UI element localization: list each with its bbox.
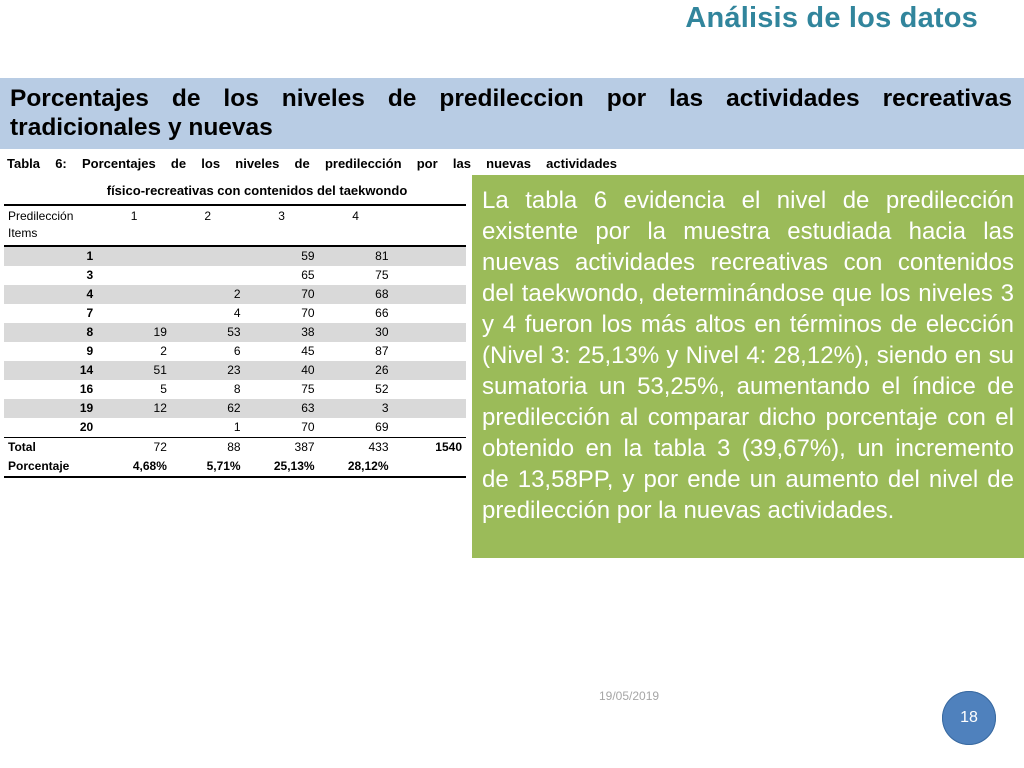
total-level-1: 72 — [97, 438, 171, 458]
row-level-2: 53 — [171, 323, 245, 342]
table-row — [4, 399, 466, 418]
row-level-4: 68 — [319, 285, 393, 304]
row-level-4: 3 — [319, 399, 393, 418]
row-level-3: 45 — [301, 344, 315, 358]
percent-label: Porcentaje — [4, 457, 97, 477]
row-item: 16 — [79, 382, 94, 396]
table-caption-line2: físico-recreativas con contenidos del taekwondo — [106, 183, 408, 198]
row-level-2: 1 — [233, 420, 241, 434]
row-level-2 — [171, 246, 245, 266]
row-level-3: 38 — [245, 323, 319, 342]
row-level-3: 63 — [245, 399, 319, 418]
page-number-badge — [942, 691, 996, 745]
header-predileccion-items: Predilección Items — [4, 205, 97, 246]
row-level-2: 2 — [171, 285, 245, 304]
row-level-1 — [97, 418, 171, 438]
row-item: 4 — [4, 285, 97, 304]
row-item: 14 — [4, 361, 97, 380]
row-level-3: 70 — [245, 285, 319, 304]
row-item: 1 — [4, 246, 97, 266]
row-level-4: 26 — [319, 361, 393, 380]
row-level-2: 62 — [171, 399, 245, 418]
header-sum — [393, 205, 466, 246]
row-level-4: 69 — [375, 420, 389, 434]
percent-empty — [393, 457, 466, 477]
row-level-3: 70 — [301, 306, 315, 320]
row-level-1 — [97, 285, 171, 304]
header-level-2: 2 — [171, 205, 245, 246]
percent-level-3: 25,13% — [245, 457, 319, 477]
table-row-total — [4, 438, 466, 458]
row-level-4: 30 — [319, 323, 393, 342]
row-empty — [393, 380, 466, 399]
table-row — [4, 246, 466, 266]
total-level-2: 88 — [171, 438, 245, 458]
row-level-4: 66 — [375, 306, 389, 320]
header-level-4: 4 — [319, 205, 393, 246]
table-row-percent — [4, 457, 466, 477]
row-level-3: 75 — [301, 382, 315, 396]
row-item: 9 — [86, 344, 94, 358]
row-empty — [393, 342, 466, 361]
percent-level-1: 4,68% — [97, 457, 171, 477]
row-empty — [393, 361, 466, 380]
analysis-text: La tabla 6 evidencia el nivel de predilección existente por la muestra estudiada hacia las nuevas actividades recreativas con contenidos del taekwondo, determinándose que los niveles 3 y 4 fueron los más altos en términos de elección (Nivel 3: 25,13% y Nivel 4: 28,12%), siendo en su sumatoria un 53,25%, aumentando el índice de predilección al comparar dicho porcentaje con el obtenido en la tabla 3 (39,67%), un incremento de 13,58PP, y por ende un aumento del nivel de predilección por la nuevas actividades. — [482, 187, 1014, 524]
row-level-3: 40 — [245, 361, 319, 380]
row-level-4: 81 — [319, 246, 393, 266]
header-level-3: 3 — [245, 205, 319, 246]
total-label: Total — [4, 438, 97, 458]
row-item: 3 — [86, 268, 94, 282]
section-heading: Porcentajes de los niveles de predileccion por las actividades recreativas tradicionales y nuevas — [10, 85, 1012, 141]
slide-date: 19/05/2019 — [599, 689, 660, 703]
row-empty — [393, 285, 466, 304]
table-row — [4, 342, 466, 361]
table-caption-line1: Tabla 6: Porcentajes de los niveles de predilección por las nuevas actividades — [7, 156, 617, 171]
total-level-3: 387 — [245, 438, 319, 458]
analysis-box — [472, 175, 1024, 558]
heading-band — [0, 78, 1024, 149]
table-row — [4, 361, 466, 380]
percent-level-2: 5,71% — [171, 457, 245, 477]
row-level-1: 2 — [160, 344, 167, 358]
table-body — [4, 246, 466, 438]
row-level-1: 19 — [97, 323, 171, 342]
row-level-1: 12 — [97, 399, 171, 418]
row-empty — [393, 323, 466, 342]
row-level-1 — [97, 246, 171, 266]
total-level-4: 433 — [319, 438, 393, 458]
slide-title: Análisis de los datos — [685, 2, 978, 34]
row-level-4: 87 — [375, 344, 389, 358]
row-level-4: 75 — [375, 268, 389, 282]
table-row — [4, 323, 466, 342]
row-item: 20 — [79, 420, 94, 434]
table-row — [4, 418, 466, 438]
row-level-3: 65 — [301, 268, 315, 282]
row-level-2: 4 — [233, 306, 241, 320]
row-level-2: 8 — [233, 382, 241, 396]
row-level-4: 52 — [375, 382, 389, 396]
table-row — [4, 380, 466, 399]
row-empty — [393, 266, 466, 285]
row-empty — [393, 418, 466, 438]
row-level-1: 5 — [160, 382, 167, 396]
page-number: 18 — [960, 709, 978, 726]
percent-level-4: 28,12% — [319, 457, 393, 477]
row-level-2: 23 — [171, 361, 245, 380]
row-level-3: 70 — [301, 420, 315, 434]
row-level-1 — [97, 266, 171, 285]
row-item: 19 — [4, 399, 97, 418]
row-empty — [393, 246, 466, 266]
row-level-2: 6 — [233, 344, 241, 358]
data-table — [4, 204, 466, 478]
row-level-1 — [97, 304, 171, 323]
row-item: 8 — [4, 323, 97, 342]
table-header-row — [4, 205, 466, 246]
table-row — [4, 285, 466, 304]
row-level-2 — [171, 266, 245, 285]
header-level-1: 1 — [97, 205, 171, 246]
total-sum: 1540 — [393, 438, 466, 458]
row-empty — [393, 304, 466, 323]
table-row — [4, 304, 466, 323]
row-item: 7 — [86, 306, 94, 320]
row-empty — [393, 399, 466, 418]
row-level-1: 51 — [97, 361, 171, 380]
row-level-3: 59 — [245, 246, 319, 266]
table-row — [4, 266, 466, 285]
